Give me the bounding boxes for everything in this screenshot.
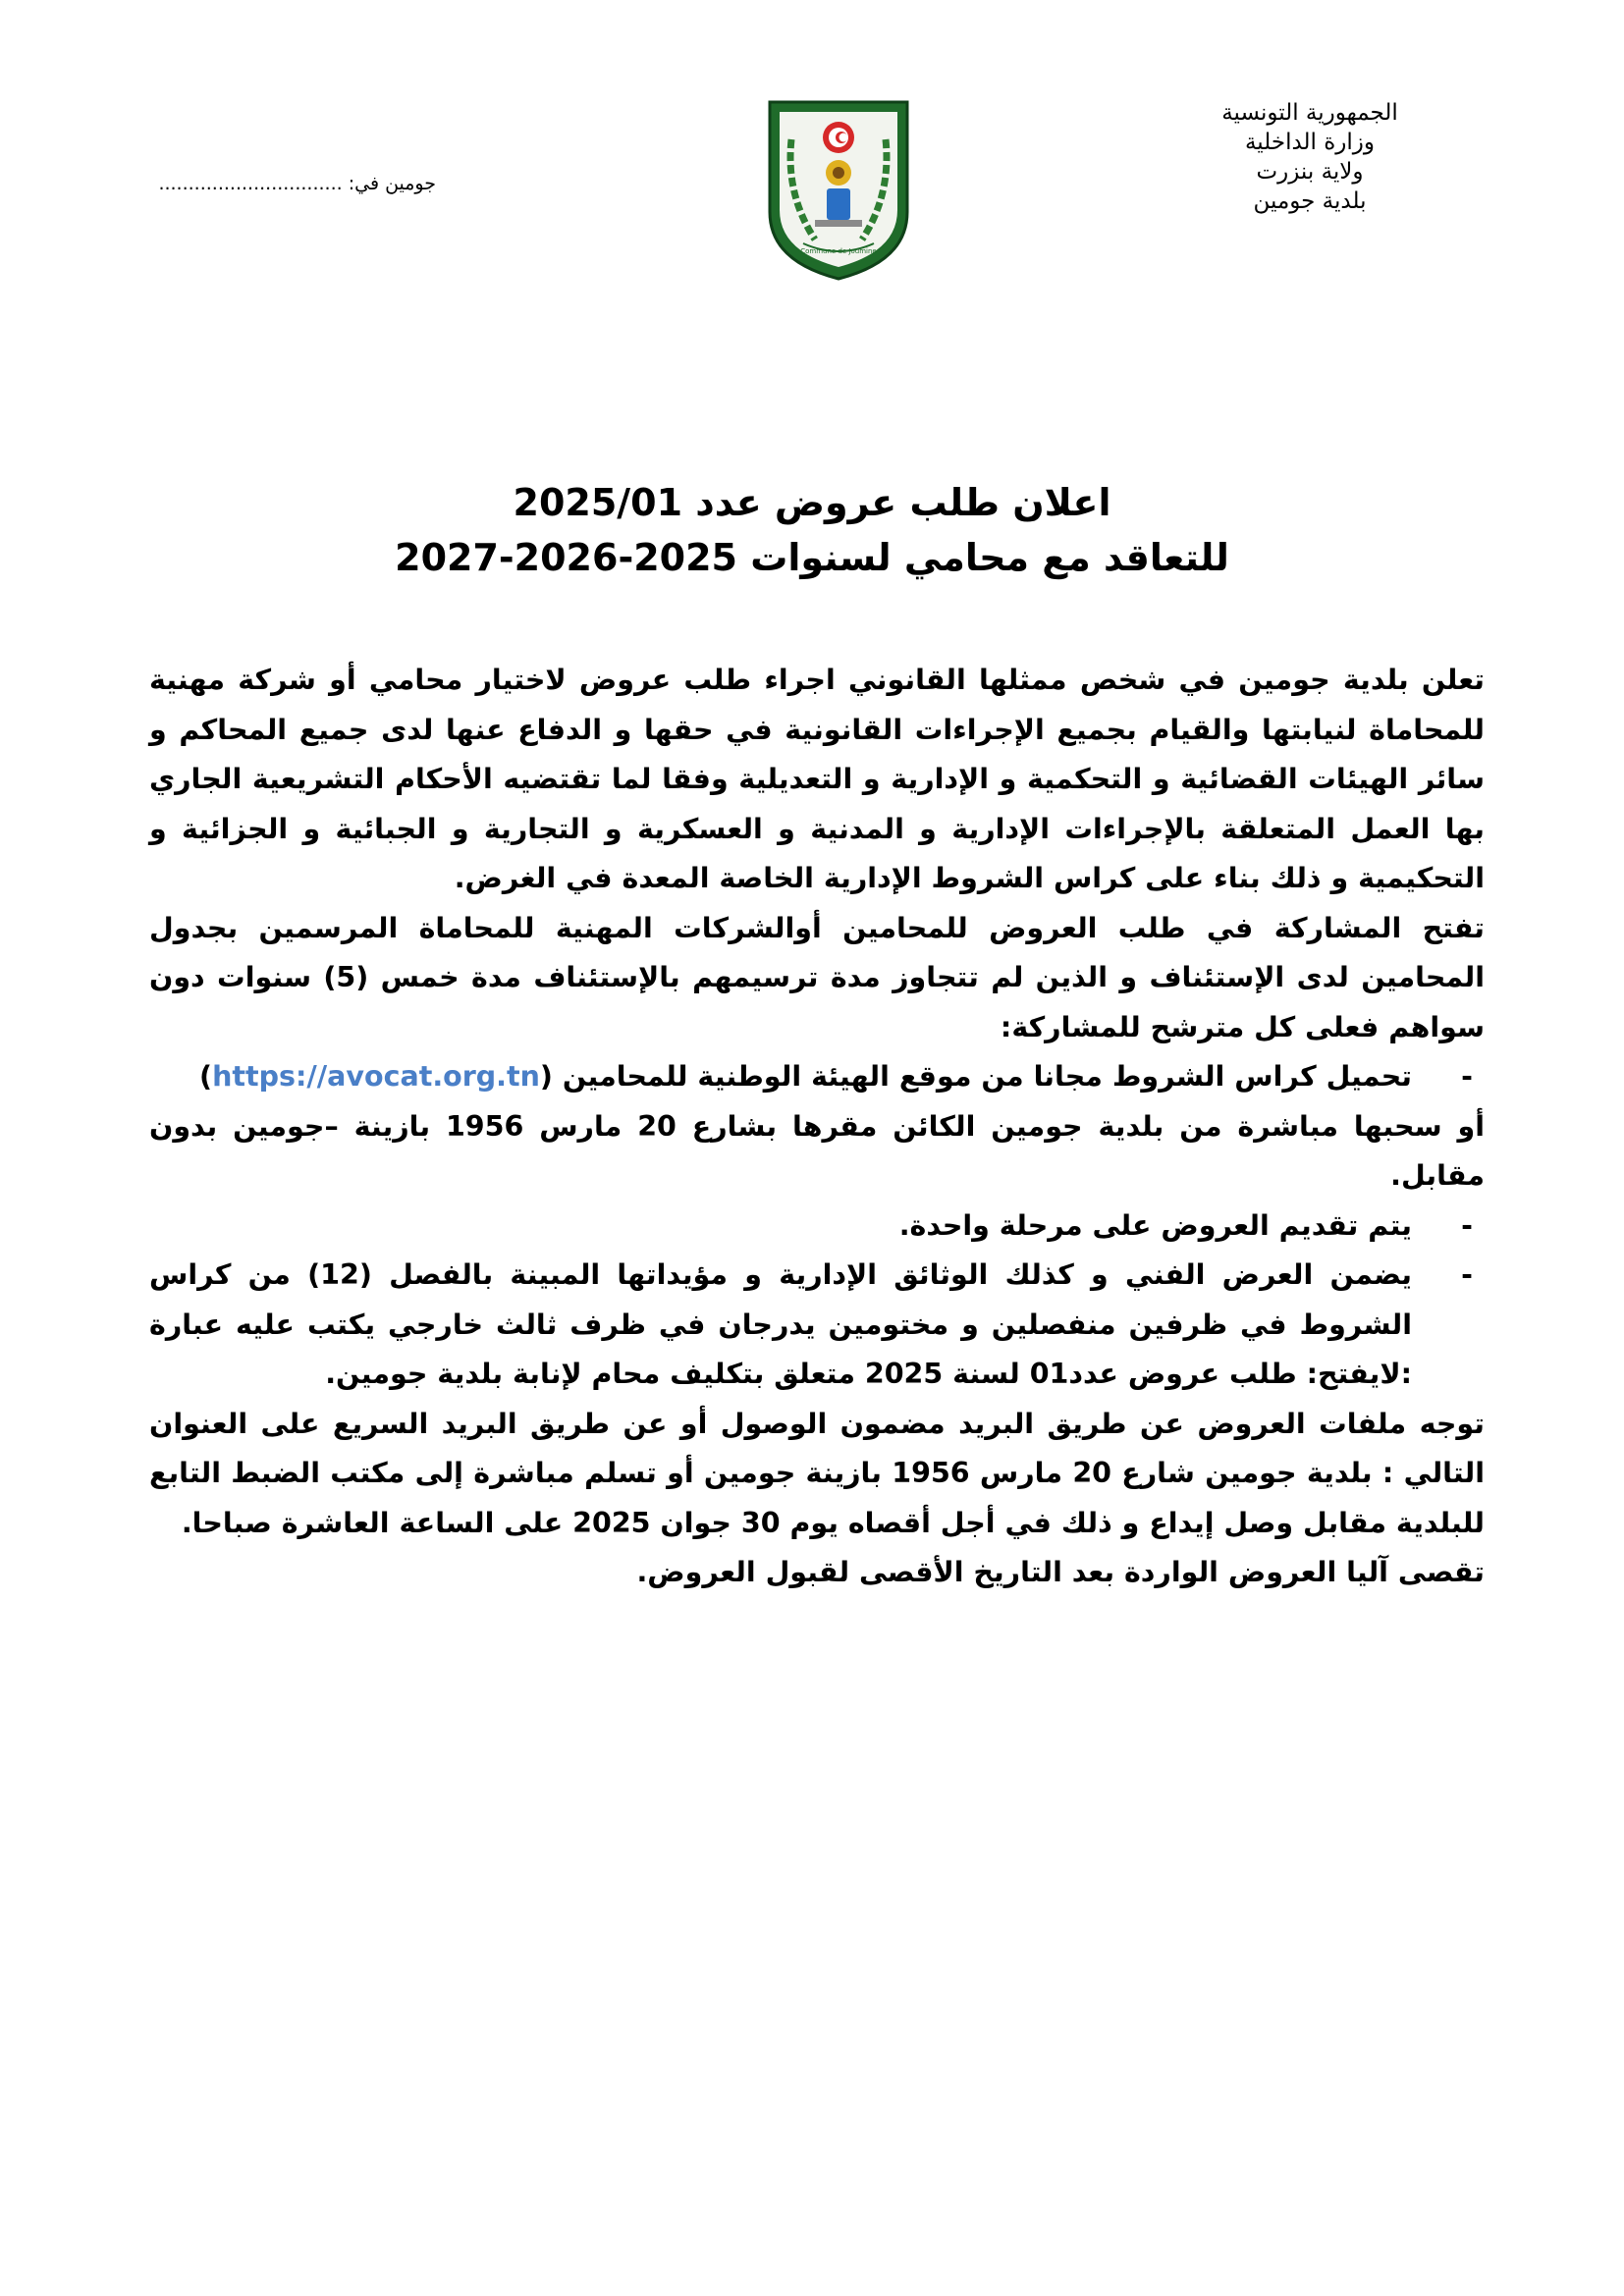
emblem-text: Commune de Joumine	[800, 247, 877, 255]
avocat-website-link[interactable]: https://avocat.org.tn	[212, 1060, 540, 1093]
place-date: جومين في: ...............................	[158, 173, 436, 194]
announcement-body	[149, 656, 1485, 1598]
dash-bullet-icon: -	[1461, 1060, 1473, 1093]
issuer-municipality: بلدية جومين	[1253, 188, 1367, 214]
title-line-2: للتعاقد مع محامي لسنوات 2025-2026-2027	[395, 536, 1229, 579]
paragraph-intro: تعلن بلدية جومين في شخص ممثلها القانوني اجراء طلب عروض لاختيار محامي أو شركة مهنية للمحاماة لنيابتها والقيام بجميع الإجراءات القانونية في حقها و الدفاع عنها لدى جميع المحاكم و سائر الهيئات القضائية و التحكمية و الإدارية و التعديلية وفقا لما تقتضيه الأحكام التشريعية الجاري بها العمل المتعلقة بالإجراءات الإدارية و المدنية و العسكرية و التجارية و الجبائية و الجزائية و التحكيمية و ذلك بناء على كراس الشروط الإدارية الخاصة المعدة في الغرض.	[149, 664, 1485, 894]
bullet-single-stage: يتم تقديم العروض على مرحلة واحدة.	[898, 1208, 1412, 1242]
municipality-emblem-icon	[764, 96, 913, 283]
paragraph-submission: توجه ملفات العروض عن طريق البريد مضمون الوصول أو عن طريق البريد السريع على العنوان التالي : بلدية جومين شارع 20 مارس 1956 بازينة جومين أو تسلم مباشرة إلى مكتب الضبط التابع للبلدية مقابل وصل إيداع و ذلك في أجل أقصاه يوم 30 جوان 2025 على الساعة العاشرة صباحا.	[149, 1407, 1485, 1539]
issuer-country: الجمهورية التونسية	[1221, 100, 1398, 126]
requirements-list	[149, 1052, 1485, 1102]
dash-bullet-icon: -	[1461, 1258, 1473, 1291]
title-line-1: اعلان طلب عروض عدد 2025/01	[513, 481, 1111, 524]
issuer-governorate: ولاية بنزرت	[1256, 159, 1364, 185]
issuer-block	[1163, 98, 1457, 216]
list-item	[149, 1201, 1485, 1252]
bullet-envelopes: يضمن العرض الفني و كذلك الوثائق الإدارية و مؤيداتها المبينة بالفصل (12) من كراس الشروط في ظرفين منفصلين و مختومين يدرجان في ظرف ثالث خارجي يكتب عليه عبارة :لايفتح: طلب عروض عدد01 لسنة 2025 متعلق بتكليف محام لإنابة بلدية جومين.	[149, 1258, 1413, 1390]
list-item: - تحميل كراس الشروط مجانا من موقع الهيئة الوطنية للمحامين (https://avocat.org.tn)	[149, 1052, 1485, 1102]
paragraph-eligibility: تفتح المشاركة في طلب العروض للمحامين أوالشركات المهنية للمحاماة المرسمين بجدول المحامين لدى الإستئناف و الذين لم تتجاوز مدة ترسيمهم بالإستئناف مدة خمس (5) سنوات دون سواهم فعلى كل مترشح للمشاركة:	[149, 911, 1485, 1043]
bullet-download-text: تحميل كراس الشروط مجانا من موقع الهيئة الوطنية للمحامين	[562, 1060, 1412, 1093]
announcement-title	[0, 475, 1624, 585]
dash-bullet-icon: -	[1461, 1208, 1473, 1242]
requirements-list-2	[149, 1201, 1485, 1400]
bullet-download-continuation: أو سحبها مباشرة من بلدية جومين الكائن مقرها بشارع 20 مارس 1956 بازينة –جومين بدون مقابل.	[149, 1109, 1486, 1192]
paragraph-late-offers: تقصى آليا العروض الواردة بعد التاريخ الأقصى لقبول العروض.	[636, 1556, 1485, 1588]
issuer-ministry: وزارة الداخلية	[1244, 130, 1376, 155]
list-item	[149, 1251, 1485, 1400]
